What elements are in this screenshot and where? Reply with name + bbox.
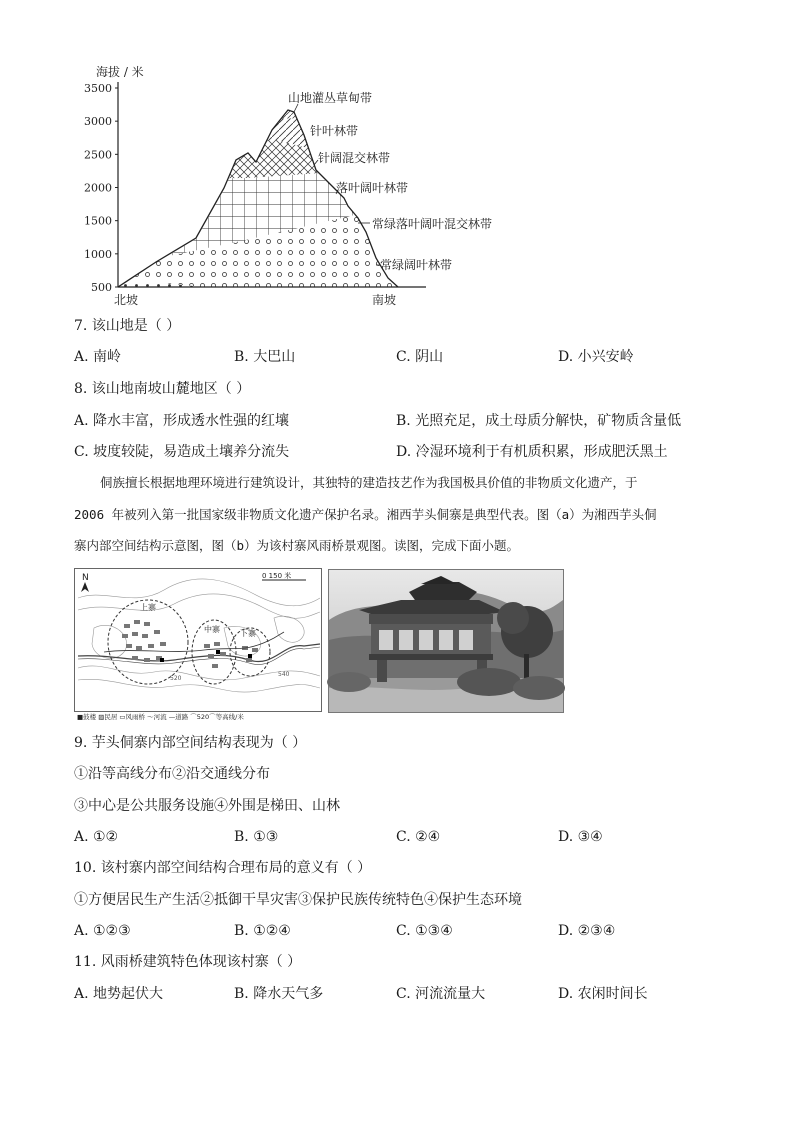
- q7-option-c[interactable]: C. 阴山: [396, 349, 444, 365]
- drum-tower-xiazhai: [248, 654, 252, 658]
- q8-option-a[interactable]: A. 降水丰富，形成透水性强的红壤: [74, 413, 290, 429]
- contour-label-540: 540: [278, 671, 290, 678]
- y-tick-label-3500: 3500: [84, 82, 112, 95]
- q9-option-b[interactable]: B. ①③: [234, 829, 279, 845]
- y-axis-label: 海拔 / 米: [96, 65, 144, 79]
- q7-stem: 7. 该山地是（ ）: [74, 318, 181, 334]
- passage-line-1: 侗族擅长根据地理环境进行建筑设计，其独特的建造技艺作为我国极具价值的非物质文化遗产，于: [100, 475, 638, 490]
- q11-option-b[interactable]: B. 降水天气多: [234, 986, 324, 1002]
- q11-option-c[interactable]: C. 河流流量大: [396, 986, 486, 1002]
- map-scale: 0 150 米: [262, 572, 292, 580]
- zone-label-alpine-meadow: 山地灌丛草甸带: [288, 91, 373, 105]
- q7-option-d[interactable]: D. 小兴安岭: [558, 349, 634, 365]
- q10-option-b[interactable]: B. ①②④: [234, 923, 291, 939]
- q8-option-d[interactable]: D. 冷湿环境利于有机质积累，形成肥沃黑土: [396, 444, 668, 460]
- vegetation-zone-chart: [76, 60, 516, 310]
- passage-line-2: 2006 年被列入第一批国家级非物质文化遗产保护名录。湘西芋头侗寨是典型代表。图（a）为湘西芋头侗: [74, 507, 657, 522]
- q7-option-a[interactable]: A. 南岭: [74, 349, 122, 365]
- y-tick-label-1000: 1000: [84, 247, 112, 261]
- q10-option-a[interactable]: A. ①②③: [74, 923, 131, 939]
- contour-label-520: 520: [170, 675, 182, 682]
- drum-tower-zhongzhai: [216, 650, 220, 654]
- q11-stem: 11. 风雨桥建筑特色体现该村寨（ ）: [74, 954, 302, 970]
- zone-label-evergreen: 常绿阔叶林带: [380, 258, 453, 272]
- label-zhongzhai: 中寨: [204, 625, 220, 634]
- q10-stem: 10. 该村寨内部空间结构合理布局的意义有（ ）: [74, 860, 372, 876]
- q11-option-a[interactable]: A. 地势起伏大: [74, 986, 164, 1002]
- y-tick-label-1500: 1500: [84, 214, 112, 228]
- q7-option-b[interactable]: B. 大巴山: [234, 349, 296, 365]
- q10-option-c[interactable]: C. ①③④: [396, 923, 453, 939]
- wind-rain-bridge-photo: [328, 569, 564, 713]
- map-legend: ■鼓楼 ▨民居 ▭风雨桥 ～河流 —道路 ⌒520⌒等高线/米: [77, 713, 244, 721]
- x-right-label: 南坡: [372, 293, 397, 307]
- drum-tower-shangzhai: [160, 658, 164, 662]
- y-tick-labels: [84, 82, 118, 294]
- label-xiazhai: 下寨: [240, 629, 256, 638]
- q9-option-c[interactable]: C. ②④: [396, 829, 441, 845]
- north-arrow-label: N: [82, 573, 89, 583]
- village-structure-map: [74, 568, 322, 721]
- q9-option-a[interactable]: A. ①②: [74, 829, 119, 845]
- q9-stem: 9. 芋头侗寨内部空间结构表现为（ ）: [74, 735, 307, 751]
- x-left-label: 北坡: [114, 293, 139, 307]
- passage-line-3: 寨内部空间结构示意图，图（b）为该村寨风雨桥景观图。读图，完成下面小题。: [74, 538, 520, 553]
- q9-statements-1: ①沿等高线分布②沿交通线分布: [74, 766, 270, 782]
- q8-stem: 8. 该山地南坡山麓地区（ ）: [74, 381, 251, 397]
- y-tick-label-3000: 3000: [84, 115, 112, 129]
- y-tick-label-2000: 2000: [84, 181, 112, 195]
- q10-option-d[interactable]: D. ②③④: [558, 923, 616, 939]
- q9-option-d[interactable]: D. ③④: [558, 829, 603, 845]
- y-tick-label-500: 500: [91, 281, 112, 294]
- zone-label-conifer: 针叶林带: [310, 124, 359, 138]
- zone-label-conifer-broadleaf: 针阔混交林带: [318, 151, 391, 165]
- q10-statements: ①方便居民生产生活②抵御干旱灾害③保护民族传统特色④保护生态环境: [74, 892, 522, 908]
- q8-option-c[interactable]: C. 坡度较陡，易造成土壤养分流失: [74, 444, 290, 460]
- q9-statements-2: ③中心是公共服务设施④外围是梯田、山林: [74, 798, 340, 814]
- q11-option-d[interactable]: D. 农闲时间长: [558, 986, 648, 1002]
- q8-option-b[interactable]: B. 光照充足，成土母质分解快，矿物质含量低: [396, 413, 682, 429]
- zone-label-ever-deciduous: 常绿落叶阔叶混交林带: [372, 217, 493, 231]
- label-shangzhai: 上寨: [140, 603, 156, 612]
- zone-label-deciduous: 落叶阔叶林带: [336, 181, 409, 195]
- y-tick-label-2500: 2500: [84, 148, 112, 162]
